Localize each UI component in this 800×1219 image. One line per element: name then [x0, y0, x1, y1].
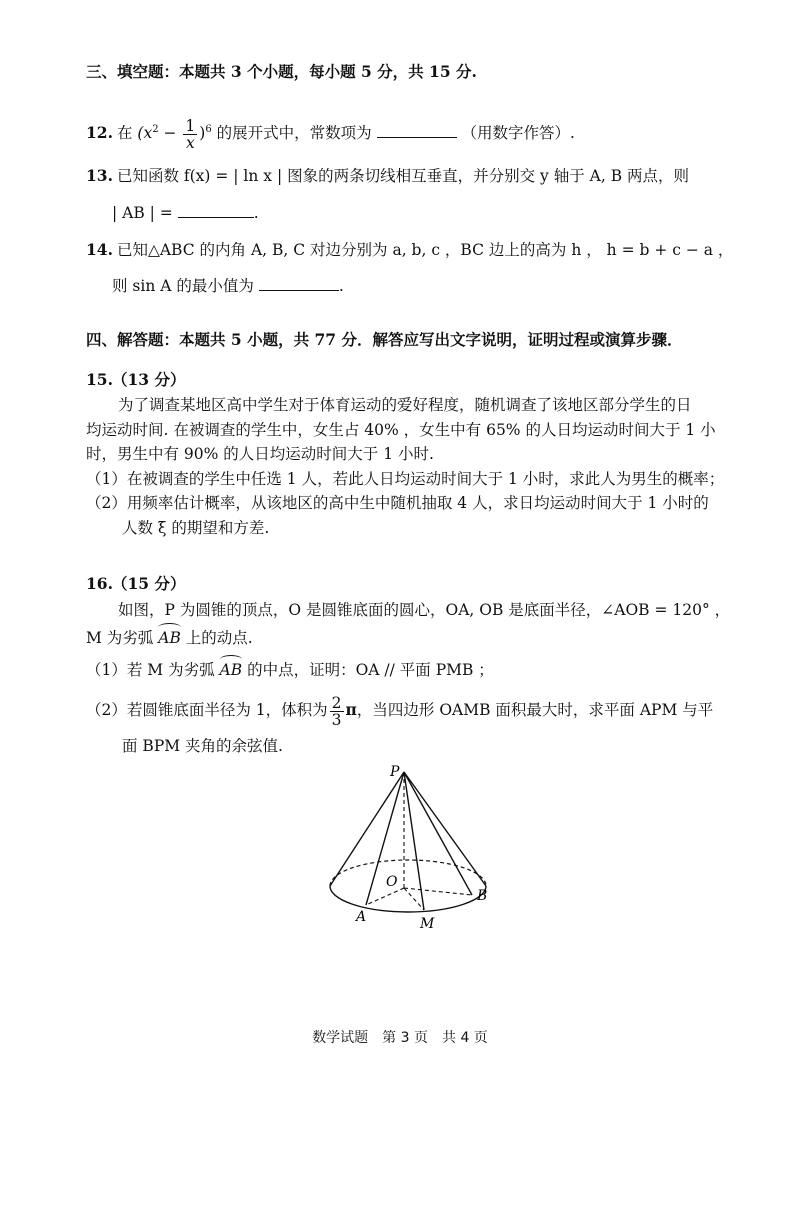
- question-score: （13 分）: [112, 370, 186, 389]
- radius-ob: [404, 888, 472, 895]
- q12-answer-blank: [377, 123, 457, 138]
- question-13-line2: [112, 203, 259, 223]
- q15-paragraph-line3: 时，男生中有 90% 的人日均运动时间大于 1 小时.: [86, 445, 434, 463]
- q16-paragraph-line1: 如图，P 为圆锥的顶点，O 是圆锥底面的圆心，OA, OB 是底面半径，∠AOB = 120° ，: [118, 601, 731, 619]
- label-b: B: [477, 888, 488, 904]
- label-p: P: [390, 764, 400, 780]
- question-14-line2: [112, 276, 344, 296]
- label-m: M: [420, 916, 435, 932]
- radius-oa: [366, 888, 404, 905]
- question-number: 15.: [86, 370, 113, 389]
- q13-line1: 已知函数 f(x) = | ln x | 图象的两条切线相互垂直，并分别交 y 轴于 A, B 两点，则: [116, 167, 690, 185]
- arc-ab-label: AB: [158, 629, 181, 647]
- q14-line1: 已知△ABC 的内角 A, B, C 对边分别为 a, b, c ，BC 边上的高为 h ， h = b + c − a ，: [116, 241, 734, 259]
- question-14: [86, 240, 733, 260]
- label-o: O: [386, 874, 398, 890]
- cone-base-back: [330, 860, 486, 886]
- question-number: 12.: [86, 123, 113, 143]
- edge-pa: [366, 772, 404, 905]
- q16-s2-suffix: ，当四边形 OAMB 面积最大时，求平面 APM 与平: [356, 701, 714, 719]
- pi-symbol: π: [345, 700, 357, 719]
- question-number: 14.: [86, 240, 113, 259]
- cone-base-front: [330, 886, 486, 912]
- cone-figure: [320, 758, 500, 933]
- q12-tail: （用数字作答）.: [461, 124, 575, 143]
- q14-line2-prefix: 则 sin A 的最小值为: [112, 277, 254, 295]
- cone-edge-right: [404, 772, 486, 886]
- q13-line2-prefix: | AB | =: [112, 204, 173, 222]
- q16-subquestion-2: [86, 692, 713, 728]
- q14-tail: .: [338, 277, 344, 295]
- question-12: [86, 112, 575, 151]
- q12-fraction: $\frac{1}{x}$: [185, 116, 196, 152]
- q15-paragraph-line2: 均运动时间. 在被调查的学生中，女生占 40% ，女生中有 65% 的人日均运动时间大于 1 小: [86, 421, 716, 439]
- q12-text: 的展开式中，常数项为: [216, 124, 372, 143]
- q16-s2-prefix: （2）若圆锥底面半径为 1，体积为: [86, 701, 328, 719]
- edge-pb: [404, 772, 472, 895]
- q16-paragraph-line2: [86, 628, 253, 648]
- label-a: A: [356, 909, 367, 925]
- question-15-heading: [86, 370, 185, 390]
- q16-p2-suffix: 上的动点.: [185, 629, 253, 647]
- q15-subquestion-2-line2: 人数 ξ 的期望和方差.: [122, 519, 270, 537]
- q13-answer-blank: [178, 203, 254, 218]
- q15-paragraph-line1: 为了调查某地区高中学生对于体育运动的爱好程度，随机调查了该地区部分学生的日: [118, 396, 692, 414]
- q16-subquestion-2-line2: 面 BPM 夹角的余弦值.: [122, 737, 283, 755]
- q15-subquestion-1: （1）在被调查的学生中任选 1 人，若此人日均运动时间大于 1 小时，求此人为男生的概率；: [86, 470, 725, 488]
- question-number: 16.: [86, 574, 113, 593]
- section-four-header: 四、解答题：本题共 5 小题，共 77 分．解答应写出文字说明，证明过程或演算步骤．: [86, 330, 683, 349]
- question-score: （15 分）: [112, 574, 186, 593]
- section-three-header: 三、填空题：本题共 3 个小题，每小题 5 分，共 15 分.: [86, 62, 477, 81]
- q16-s1-prefix: （1）若 M 为劣弧: [86, 661, 215, 679]
- q14-answer-blank: [259, 276, 339, 291]
- arc-ab-label: AB: [219, 661, 243, 679]
- q12-prefix: 在: [116, 124, 133, 143]
- volume-fraction: $\frac{2}{3}$: [331, 693, 342, 729]
- q13-tail: .: [253, 204, 259, 222]
- q16-subquestion-1: [86, 660, 494, 680]
- q15-subquestion-2: （2）用频率估计概率，从该地区的高中生中随机抽取 4 人，求日均运动时间大于 1 小时的: [86, 494, 709, 512]
- q16-s1-suffix: 的中点，证明：OA // 平面 PMB ；: [247, 661, 494, 679]
- cone-edge-left: [330, 772, 404, 886]
- question-13: [86, 166, 689, 186]
- q16-p2-prefix: M 为劣弧: [86, 629, 154, 647]
- question-number: 13.: [86, 166, 113, 185]
- page-footer: 数学试题 第 3 页 共 4 页: [312, 1030, 488, 1046]
- q12-expression: ($x^2$ − $\frac{1}{x}$ )$^6$: [137, 116, 212, 152]
- question-16-heading: [86, 574, 185, 594]
